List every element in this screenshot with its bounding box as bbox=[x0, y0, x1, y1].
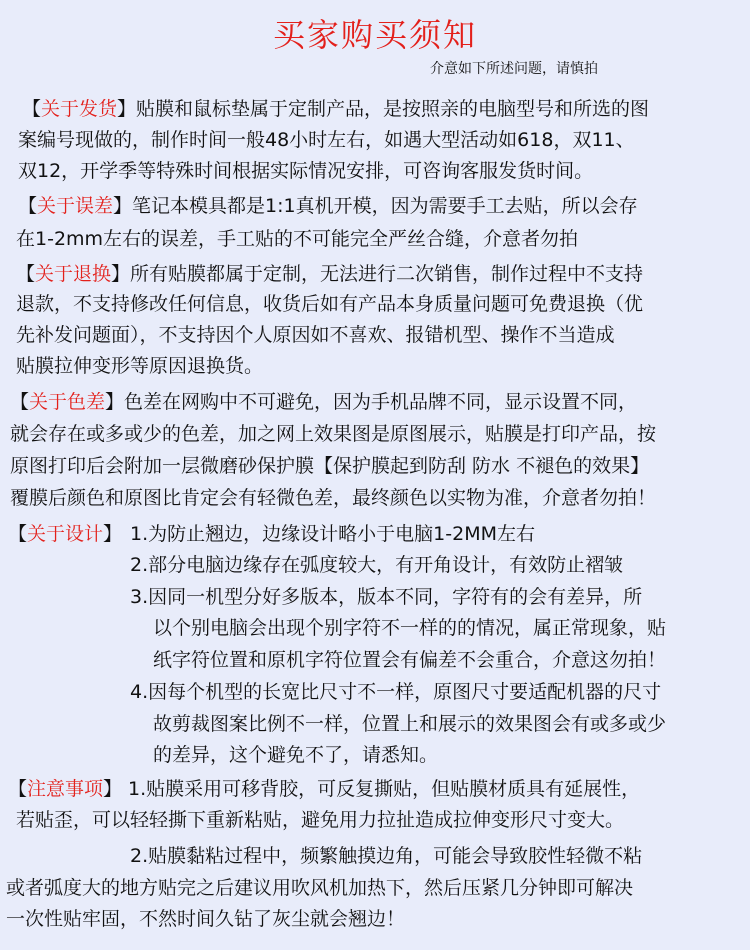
returns-section-line-1: 【关于退换】所有贴膜都属于定制，无法进行二次销售，制作过程中不支持 bbox=[16, 263, 644, 285]
design-item-3-line-1: 3.因同一机型分好多版本，版本不同，字符有的会有差异，所 bbox=[130, 586, 643, 608]
color-section-line-2: 就会存在或多或少的色差，加之网上效果图是原图展示，贴膜是打印产品，按 bbox=[10, 423, 657, 445]
page-subtitle: 介意如下所述问题，请慎拍 bbox=[430, 61, 598, 77]
design-tag: 关于设计 bbox=[27, 523, 104, 545]
returns-tag: 关于退换 bbox=[35, 263, 112, 285]
color-section-line-3: 原图打印后会附加一层微磨砂保护膜【保护膜起到防刮 防水 不褪色的效果】 bbox=[10, 455, 650, 477]
error-section-line-2: 在1-2mm左右的误差，手工贴的不可能完全严丝合缝，介意者勿拍 bbox=[16, 228, 579, 250]
notes-item-1-line-2: 若贴歪，可以轻轻撕下重新粘贴，避免用力拉扯造成拉伸变形尺寸变大。 bbox=[16, 809, 625, 831]
notes-item-2-line-3: 一次性贴牢固，不然时间久钻了灰尘就会翘边！ bbox=[6, 908, 406, 930]
design-item-4-line-3: 的差异，这个避免不了，请悉知。 bbox=[153, 744, 439, 766]
color-section-line-1: 【关于色差】色差在网购中不可避免，因为手机品牌不同，显示设置不同， bbox=[10, 391, 638, 413]
error-tag: 关于误差 bbox=[37, 195, 114, 217]
page-title: 买家购买须知 bbox=[272, 16, 477, 54]
returns-section-line-3: 先补发问题面），不支持因个人原因如不喜欢、报错机型、操作不当造成 bbox=[16, 324, 615, 346]
shipping-section-line-3: 双12，开学季等特殊时间根据实际情况安排，可咨询客服发货时间。 bbox=[18, 160, 594, 182]
color-tag: 关于色差 bbox=[29, 391, 106, 413]
error-section-line-1: 【关于误差】笔记本模具都是1:1真机开模，因为需要手工去贴，所以会存 bbox=[18, 195, 638, 217]
returns-section-line-2: 退款，不支持修改任何信息，收货后如有产品本身质量问题可免费退换（优 bbox=[16, 293, 644, 315]
color-section-line-4: 覆膜后颜色和原图比肯定会有轻微色差，最终颜色以实物为准，介意者勿拍！ bbox=[10, 487, 657, 509]
design-section-line-1: 【关于设计】 1.为防止翘边，边缘设计略小于电脑1-2MM左右 bbox=[8, 523, 535, 545]
design-item-4-line-1: 4.因每个机型的长宽比尺寸不一样，原图尺寸要适配机器的尺寸 bbox=[130, 681, 662, 703]
returns-section-line-4: 贴膜拉伸变形等原因退换货。 bbox=[16, 355, 264, 377]
shipping-section-line-1: 【关于发货】贴膜和鼠标垫属于定制产品，是按照亲的电脑型号和所选的图 bbox=[22, 98, 650, 120]
notes-tag: 注意事项 bbox=[27, 778, 104, 800]
shipping-tag: 关于发货 bbox=[41, 98, 118, 120]
notes-item-2-line-2: 或者弧度大的地方贴完之后建议用吹风机加热下，然后压紧几分钟即可解决 bbox=[6, 877, 634, 899]
design-item-3-line-3: 纸字符位置和原机字符位置会有偏差不会重合，介意这勿拍！ bbox=[153, 649, 667, 671]
notes-section-line-1: 【注意事项】 1.贴膜采用可移背胶，可反复撕贴，但贴膜材质具有延展性， bbox=[8, 778, 641, 800]
design-item-3-line-2: 以个别电脑会出现个别字符不一样的的情况，属正常现象，贴 bbox=[153, 617, 667, 639]
shipping-section-line-2: 案编号现做的，制作时间一般48小时左右，如遇大型活动如618，双11、 bbox=[18, 129, 635, 151]
design-item-4-line-2: 故剪裁图案比例不一样，位置上和展示的效果图会有或多或少 bbox=[153, 713, 667, 735]
notes-item-2-line-1: 2.贴膜黏粘过程中，频繁触摸边角，可能会导致胶性轻微不粘 bbox=[130, 845, 643, 867]
design-item-2: 2.部分电脑边缘存在弧度较大，有开角设计，有效防止褶皱 bbox=[130, 554, 624, 576]
